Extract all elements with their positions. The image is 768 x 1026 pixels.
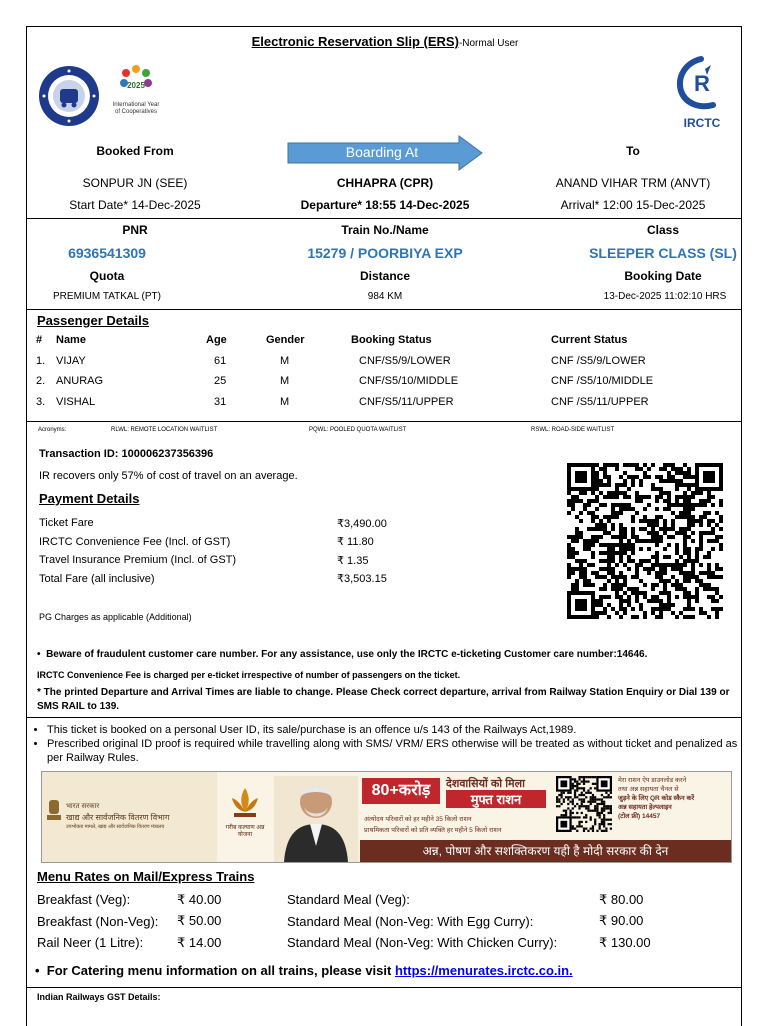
page-title: Electronic Reservation Slip (ERS)-Normal User (251, 34, 519, 49)
acronym-pqwl: PQWL: POOLED QUOTA WAITLIST (309, 427, 407, 433)
distance-label: Distance (359, 269, 411, 283)
acronyms-label: Acronyms: (38, 427, 67, 433)
catering-text: For Catering menu information on all trains, please visit (46, 963, 395, 978)
table-row: Total Fare (all inclusive) ₹3,503.15 (39, 572, 387, 586)
pnr-value: 6936541309 (68, 245, 146, 261)
bullet: • (35, 963, 47, 978)
table-row: 3. VISHAL 31 M CNF/S5/11/UPPER CNF /S5/11/UPPER (36, 395, 649, 408)
col-age: Age (206, 334, 227, 347)
scheme-logo (220, 786, 270, 839)
banner-dept-block (42, 772, 217, 862)
scheme-name: गरीब कल्याण अन्न योजना (225, 825, 265, 838)
list-item: • This ticket is booked on a personal User ID, its sale/purchase is an offence u/s 143 of the Railways Act,1989. (47, 723, 743, 737)
class-label: Class (646, 223, 680, 237)
coop-caption-1: International Year (112, 102, 160, 108)
banner-dept-line3: उपभोक्ता मामले, खाद्य और सार्वजनिक वितरण मंत्रालय (66, 824, 165, 830)
to-label: To (626, 144, 640, 158)
bullet: • (37, 649, 47, 660)
free-ration-banner (41, 771, 732, 863)
col-booking-status: Booking Status (351, 334, 432, 347)
banner-headline2: मुफ्त राशन (446, 790, 546, 808)
recovery-note: IR recovers only 57% of cost of travel on an average. (39, 470, 298, 482)
payment-details-title: Payment Details (39, 491, 140, 506)
booked-from-label: Booked From (96, 144, 174, 158)
distance-value: 984 KM (367, 291, 403, 302)
table-row: Breakfast (Non-Veg): ₹ 50.00 Standard Meal (Non-Veg: With Egg Curry): ₹ 90.00 (37, 913, 644, 929)
col-name: Name (56, 334, 86, 347)
banner-count: 80+करोड़ (362, 778, 440, 804)
to-station: ANAND VIHAR TRM (ANVT) (555, 176, 711, 190)
quota-value: PREMIUM TATKAL (PT) (53, 291, 161, 302)
passenger-table (36, 330, 736, 412)
passenger-details-title: Passenger Details (37, 313, 150, 328)
ticket-notes (27, 723, 743, 765)
emblem-icon (46, 798, 62, 827)
table-row: IRCTC Convenience Fee (Incl. of GST) ₹ 11.80 (39, 535, 374, 549)
ticket-frame (26, 26, 742, 1026)
col-number: # (36, 334, 43, 347)
pnr-label: PNR (122, 223, 148, 237)
catering-menu-link[interactable]: https://menurates.irctc.co.in. (394, 963, 573, 978)
boarding-at-label: Boarding At (345, 144, 419, 160)
coop-caption-2: of Cooperatives (114, 109, 158, 115)
col-gender: Gender (266, 334, 305, 347)
passenger-header-row (36, 330, 736, 351)
banner-line2: प्राथमिकता परिवारों को प्रति व्यक्ति हर महीने 5 किलो राशन (364, 827, 502, 834)
banner-right-text: मेरा राशन ऐप डाउनलोड करने तथा अन्न सहायता चैनल से जुड़ने के लिए QR कोड स्कैन करें अन्न सहायता हेल्पलाइन (टोल फ्री) 14457 (618, 777, 695, 820)
table-row: 1. VIJAY 61 M CNF/S5/9/LOWER CNF /S5/9/LOWER (36, 354, 646, 367)
booking-date-label: Booking Date (624, 269, 702, 283)
banner-headline-block (362, 776, 552, 838)
class-value: SLEEPER CLASS (SL) (589, 245, 737, 261)
indian-railways-logo (38, 65, 100, 132)
train-label: Train No./Name (341, 223, 429, 237)
banner-dept-line1: भारत सरकार (66, 803, 100, 810)
quota-label: Quota (89, 269, 125, 283)
menu-rates-title: Menu Rates on Mail/Express Trains (37, 869, 255, 884)
booking-date-value: 13-Dec-2025 11:02:10 HRS (603, 291, 727, 302)
gst-details-title: Indian Railways GST Details: (37, 992, 161, 1002)
banner-footer: अन्न, पोषण और सशक्तिकरण यही है मोदी सरकार की देन (360, 840, 731, 862)
banner-dept-line2: खाद्य और सार्वजनिक वितरण विभाग (66, 813, 170, 822)
start-date: Start Date* 14-Dec-2025 (69, 198, 201, 212)
banner-qr-code[interactable] (556, 776, 612, 837)
catering-info (35, 963, 740, 978)
list-item: • Prescribed original ID proof is required while travelling along with SMS/ VRM/ ERS otherwise will be treated as without ticket and penalized as per Railway Rules. (47, 737, 743, 765)
irctc-logo (667, 55, 737, 130)
acronym-rlwl: RLWL: REMOTE LOCATION WAITLIST (111, 427, 218, 433)
fare-table (39, 514, 399, 588)
pg-charges-note: PG Charges as applicable (Additional) (39, 612, 192, 622)
table-row: Rail Neer (1 Litre): ₹ 14.00 Standard Meal (Non-Veg: With Chicken Curry): ₹ 130.00 (37, 934, 651, 951)
fraud-warning: • Beware of fraudulent customer care number. For any assistance, use only the IRCTC e-ticketing Customer care number:14646. (37, 649, 648, 660)
banner-headline1: देशवासियों को मिला (446, 778, 525, 790)
transaction-id: Transaction ID: 100006237356396 (39, 448, 214, 460)
table-row: Ticket Fare ₹3,490.00 (39, 517, 387, 530)
from-station: SONPUR JN (SEE) (82, 176, 188, 190)
train-value: 15279 / POORBIYA EXP (307, 245, 463, 261)
convenience-fee-note: IRCTC Convenience Fee is charged per e-ticket irrespective of number of passengers on the ticket. (37, 670, 461, 680)
coop-year: 2025 (127, 81, 145, 90)
portrait-image (274, 776, 358, 862)
departure: Departure* 18:55 14-Dec-2025 (300, 198, 470, 212)
ticket-qr-code[interactable] (567, 463, 723, 628)
svg-text:R: R (694, 71, 710, 96)
arrival: Arrival* 12:00 15-Dec-2025 (560, 198, 706, 212)
boarding-station: CHHAPRA (CPR) (336, 176, 434, 190)
table-row: 2. ANURAG 25 M CNF/S5/10/MIDDLE CNF /S5/10/MIDDLE (36, 375, 654, 388)
table-row: Breakfast (Veg): ₹ 40.00 Standard Meal (Veg): ₹ 80.00 (37, 891, 644, 908)
irctc-logo-text: IRCTC (683, 116, 721, 130)
cooperatives-2025-logo (103, 63, 169, 116)
banner-line1: अंत्योदय परिवारों को हर महीने 35 किलो राशन (364, 816, 472, 823)
table-row: Travel Insurance Premium (Incl. of GST) ₹ 1.35 (39, 554, 369, 567)
col-current-status: Current Status (551, 334, 628, 347)
timing-note: * The printed Departure and Arrival Times are liable to change. Please Check correct departure, arrival from Railway Station Enquiry or Dial 139 or SMS RAIL to 139. (37, 687, 730, 712)
menu-rates-table (37, 889, 727, 954)
boarding-at-arrow (287, 135, 483, 176)
acronym-rswl: RSWL: ROAD-SIDE WAITLIST (531, 427, 615, 433)
